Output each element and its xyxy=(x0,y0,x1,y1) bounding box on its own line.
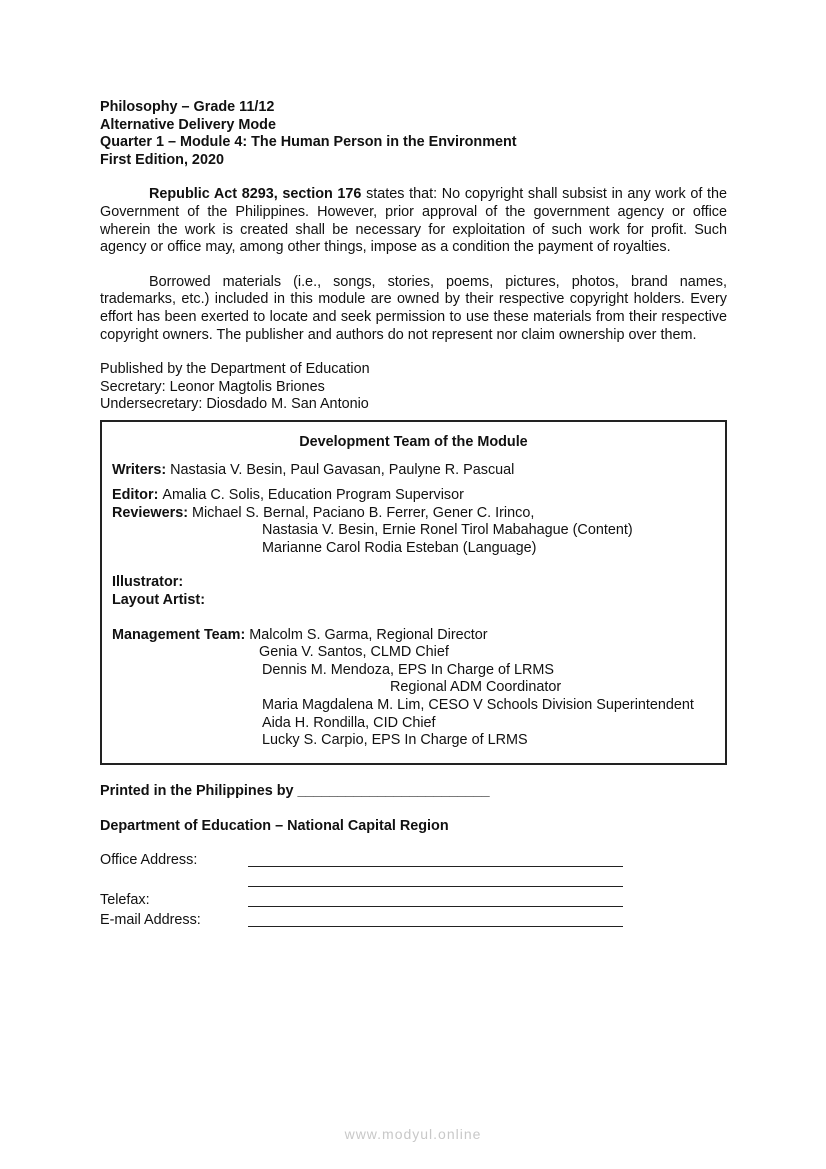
telefax-label: Telefax: xyxy=(100,892,150,909)
document-page xyxy=(100,99,727,932)
office-address-label: Office Address: xyxy=(100,852,198,869)
writers-label: Writers: xyxy=(112,461,167,478)
management-member: Maria Magdalena M. Lim, CESO V Schools Division Superintendent xyxy=(262,697,694,714)
copyright-law: Republic Act 8293, section 176 xyxy=(149,186,362,203)
subject-title: Philosophy – Grade 11/12 xyxy=(100,99,275,115)
published-by: Published by the Department of Education xyxy=(100,361,370,378)
illustrator-label: Illustrator: xyxy=(112,574,184,591)
management-member: Lucky S. Carpio, EPS In Charge of LRMS xyxy=(262,732,528,749)
module-title: Quarter 1 – Module 4: The Human Person in the Environment xyxy=(100,134,517,151)
reviewers-value-2: Nastasia V. Besin, Ernie Ronel Tirol Mabahague (Content) xyxy=(262,522,633,539)
office-address-blank xyxy=(248,852,623,867)
copyright-text: states that: No copyright shall subsist in any work of the Government of the Philippines. However, prior approval of the government agency or office wherein the work is created shall be necessary for exploitation of such work for profit. Such agency or office may, among other things, impose as a condition the payment of royalties. xyxy=(100,186,727,256)
office-address-blank-2 xyxy=(248,872,623,887)
layout-artist-label: Layout Artist: xyxy=(112,592,206,609)
email-label: E-mail Address: xyxy=(100,912,201,929)
reviewers-value-3: Marianne Carol Rodia Esteban (Language) xyxy=(262,539,537,556)
address-block xyxy=(100,852,727,932)
document-header xyxy=(100,99,727,169)
editor-label: Editor: xyxy=(112,487,159,504)
management-member: Malcolm S. Garma, Regional Director xyxy=(249,626,488,643)
management-row xyxy=(112,627,715,645)
delivery-mode: Alternative Delivery Mode xyxy=(100,116,276,133)
watermark-footer: www.modyul.online xyxy=(344,1126,482,1142)
reviewers-label: Reviewers: xyxy=(112,504,188,521)
email-blank xyxy=(248,912,623,927)
reviewers-value-1: Michael S. Bernal, Paciano B. Ferrer, Gener C. Irinco, xyxy=(192,504,535,521)
management-label: Management Team: xyxy=(112,626,246,643)
management-member: Regional ADM Coordinator xyxy=(390,679,562,696)
borrowed-materials-paragraph: Borrowed materials (i.e., songs, stories, poems, pictures, photos, brand names, trademarks, etc.) included in this module are owned by their respective copyright holders. Every effort has been exerted to locate and seek permission to use these materials from their respective copyright owners. The publisher and authors do not represent nor claim ownership over them. xyxy=(100,273,727,343)
development-team-box xyxy=(100,420,727,765)
telefax-blank xyxy=(248,892,623,907)
publisher-block xyxy=(100,361,727,414)
reviewers-row xyxy=(112,505,715,523)
office-address-row xyxy=(100,852,727,872)
writers-row xyxy=(112,462,715,480)
telefax-row xyxy=(100,892,727,912)
edition: First Edition, 2020 xyxy=(100,151,224,168)
editor-value: Amalia C. Solis, Education Program Supervisor xyxy=(162,487,464,504)
team-title: Development Team of the Module xyxy=(299,433,528,450)
undersecretary: Undersecretary: Diosdado M. San Antonio xyxy=(100,396,369,413)
copyright-paragraph xyxy=(100,186,727,256)
management-member: Dennis M. Mendoza, EPS In Charge of LRMS xyxy=(262,661,554,678)
management-member: Genia V. Santos, CLMD Chief xyxy=(259,644,449,661)
printed-by: Printed in the Philippines by ________________________ xyxy=(100,782,490,799)
deped-region: Department of Education – National Capital Region xyxy=(100,817,449,834)
office-address-row-2 xyxy=(100,872,727,892)
editor-row xyxy=(112,487,715,505)
email-row xyxy=(100,912,727,932)
writers-value: Nastasia V. Besin, Paul Gavasan, Paulyne R. Pascual xyxy=(170,461,515,478)
secretary: Secretary: Leonor Magtolis Briones xyxy=(100,378,325,395)
management-member: Aida H. Rondilla, CID Chief xyxy=(262,714,436,731)
